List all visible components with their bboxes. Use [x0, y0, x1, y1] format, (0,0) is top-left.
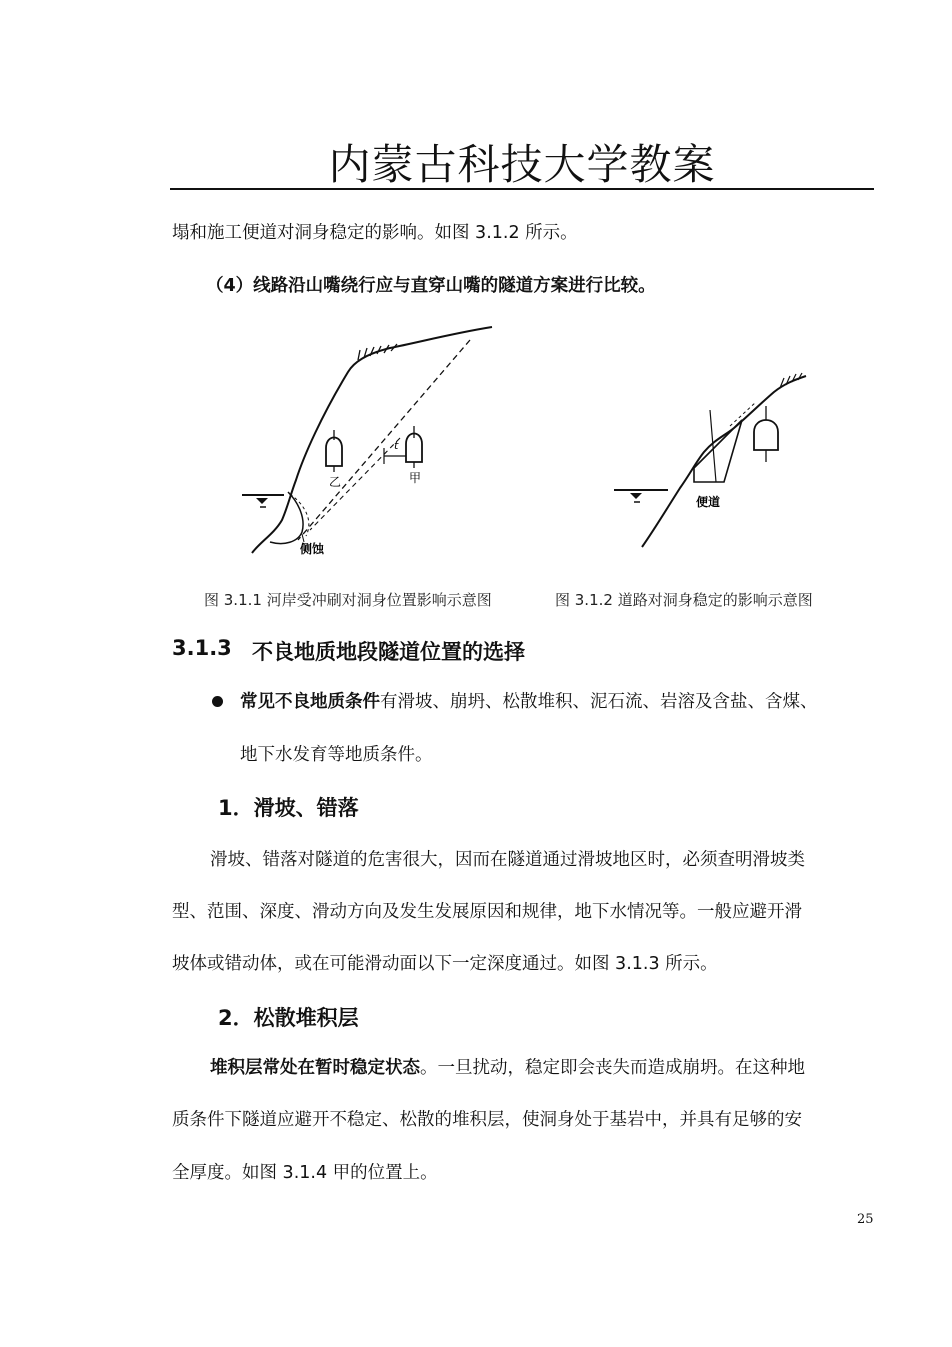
subsection-1-heading: 1．滑坡、错落: [218, 796, 359, 820]
page-number: 25: [857, 1212, 874, 1227]
label-t: t: [394, 439, 399, 452]
subsection-1-line-3: 坡体或错动体，或在可能滑动面以下一定深度通过。如图 3.1.3 所示。: [172, 954, 718, 974]
figure-3-1-1-caption: 图 3.1.1 河岸受冲刷对洞身位置影响示意图: [204, 591, 492, 609]
label-road: 便道: [696, 495, 721, 509]
figure-3-1-1-diagram: [240, 320, 500, 565]
bullet-bold-term: 常见不良地质条件: [240, 692, 380, 712]
intro-paragraph: 塌和施工便道对洞身稳定的影响。如图 3.1.2 所示。: [172, 223, 578, 243]
bullet-dot: [212, 696, 223, 707]
subsection-2-heading: 2．松散堆积层: [218, 1006, 359, 1030]
figure-3-1-2-diagram: [610, 370, 810, 555]
section-number: 3.1.3: [172, 636, 232, 660]
header-rule: [170, 188, 874, 190]
bullet-line-1: [240, 689, 818, 715]
label-yi: 乙: [329, 475, 342, 489]
bullet-text: 有滑坡、崩坍、松散堆积、泥石流、岩溶及含盐、含煤、: [380, 692, 818, 712]
label-erosion: 侧蚀: [300, 542, 325, 556]
page-header-title: 内蒙古科技大学教案: [328, 140, 716, 189]
subsection-1-line-1: 滑坡、错落对隧道的危害很大，因而在隧道通过滑坡地区时，必须查明滑坡类: [210, 850, 805, 870]
item-4-heading: （4）线路沿山嘴绕行应与直穿山嘴的隧道方案进行比较。: [206, 276, 656, 296]
subsection-2-line-1: [210, 1055, 805, 1081]
label-jia: 甲: [409, 471, 422, 485]
bullet-line-2: 地下水发育等地质条件。: [240, 745, 433, 765]
figure-3-1-2-caption: 图 3.1.2 道路对洞身稳定的影响示意图: [555, 591, 813, 609]
subsection-2-text: 。一旦扰动，稳定即会丧失而造成崩坍。在这种地: [420, 1058, 805, 1078]
subsection-2-line-3: 全厚度。如图 3.1.4 甲的位置上。: [172, 1163, 438, 1183]
subsection-1-line-2: 型、范围、深度、滑动方向及发生发展原因和规律，地下水情况等。一般应避开滑: [172, 902, 802, 922]
subsection-2-line-2: 质条件下隧道应避开不稳定、松散的堆积层，使洞身处于基岩中，并具有足够的安: [172, 1110, 802, 1130]
subsection-2-bold-phrase: 堆积层常处在暂时稳定状态: [210, 1058, 420, 1078]
section-title: 不良地质地段隧道位置的选择: [252, 640, 525, 664]
